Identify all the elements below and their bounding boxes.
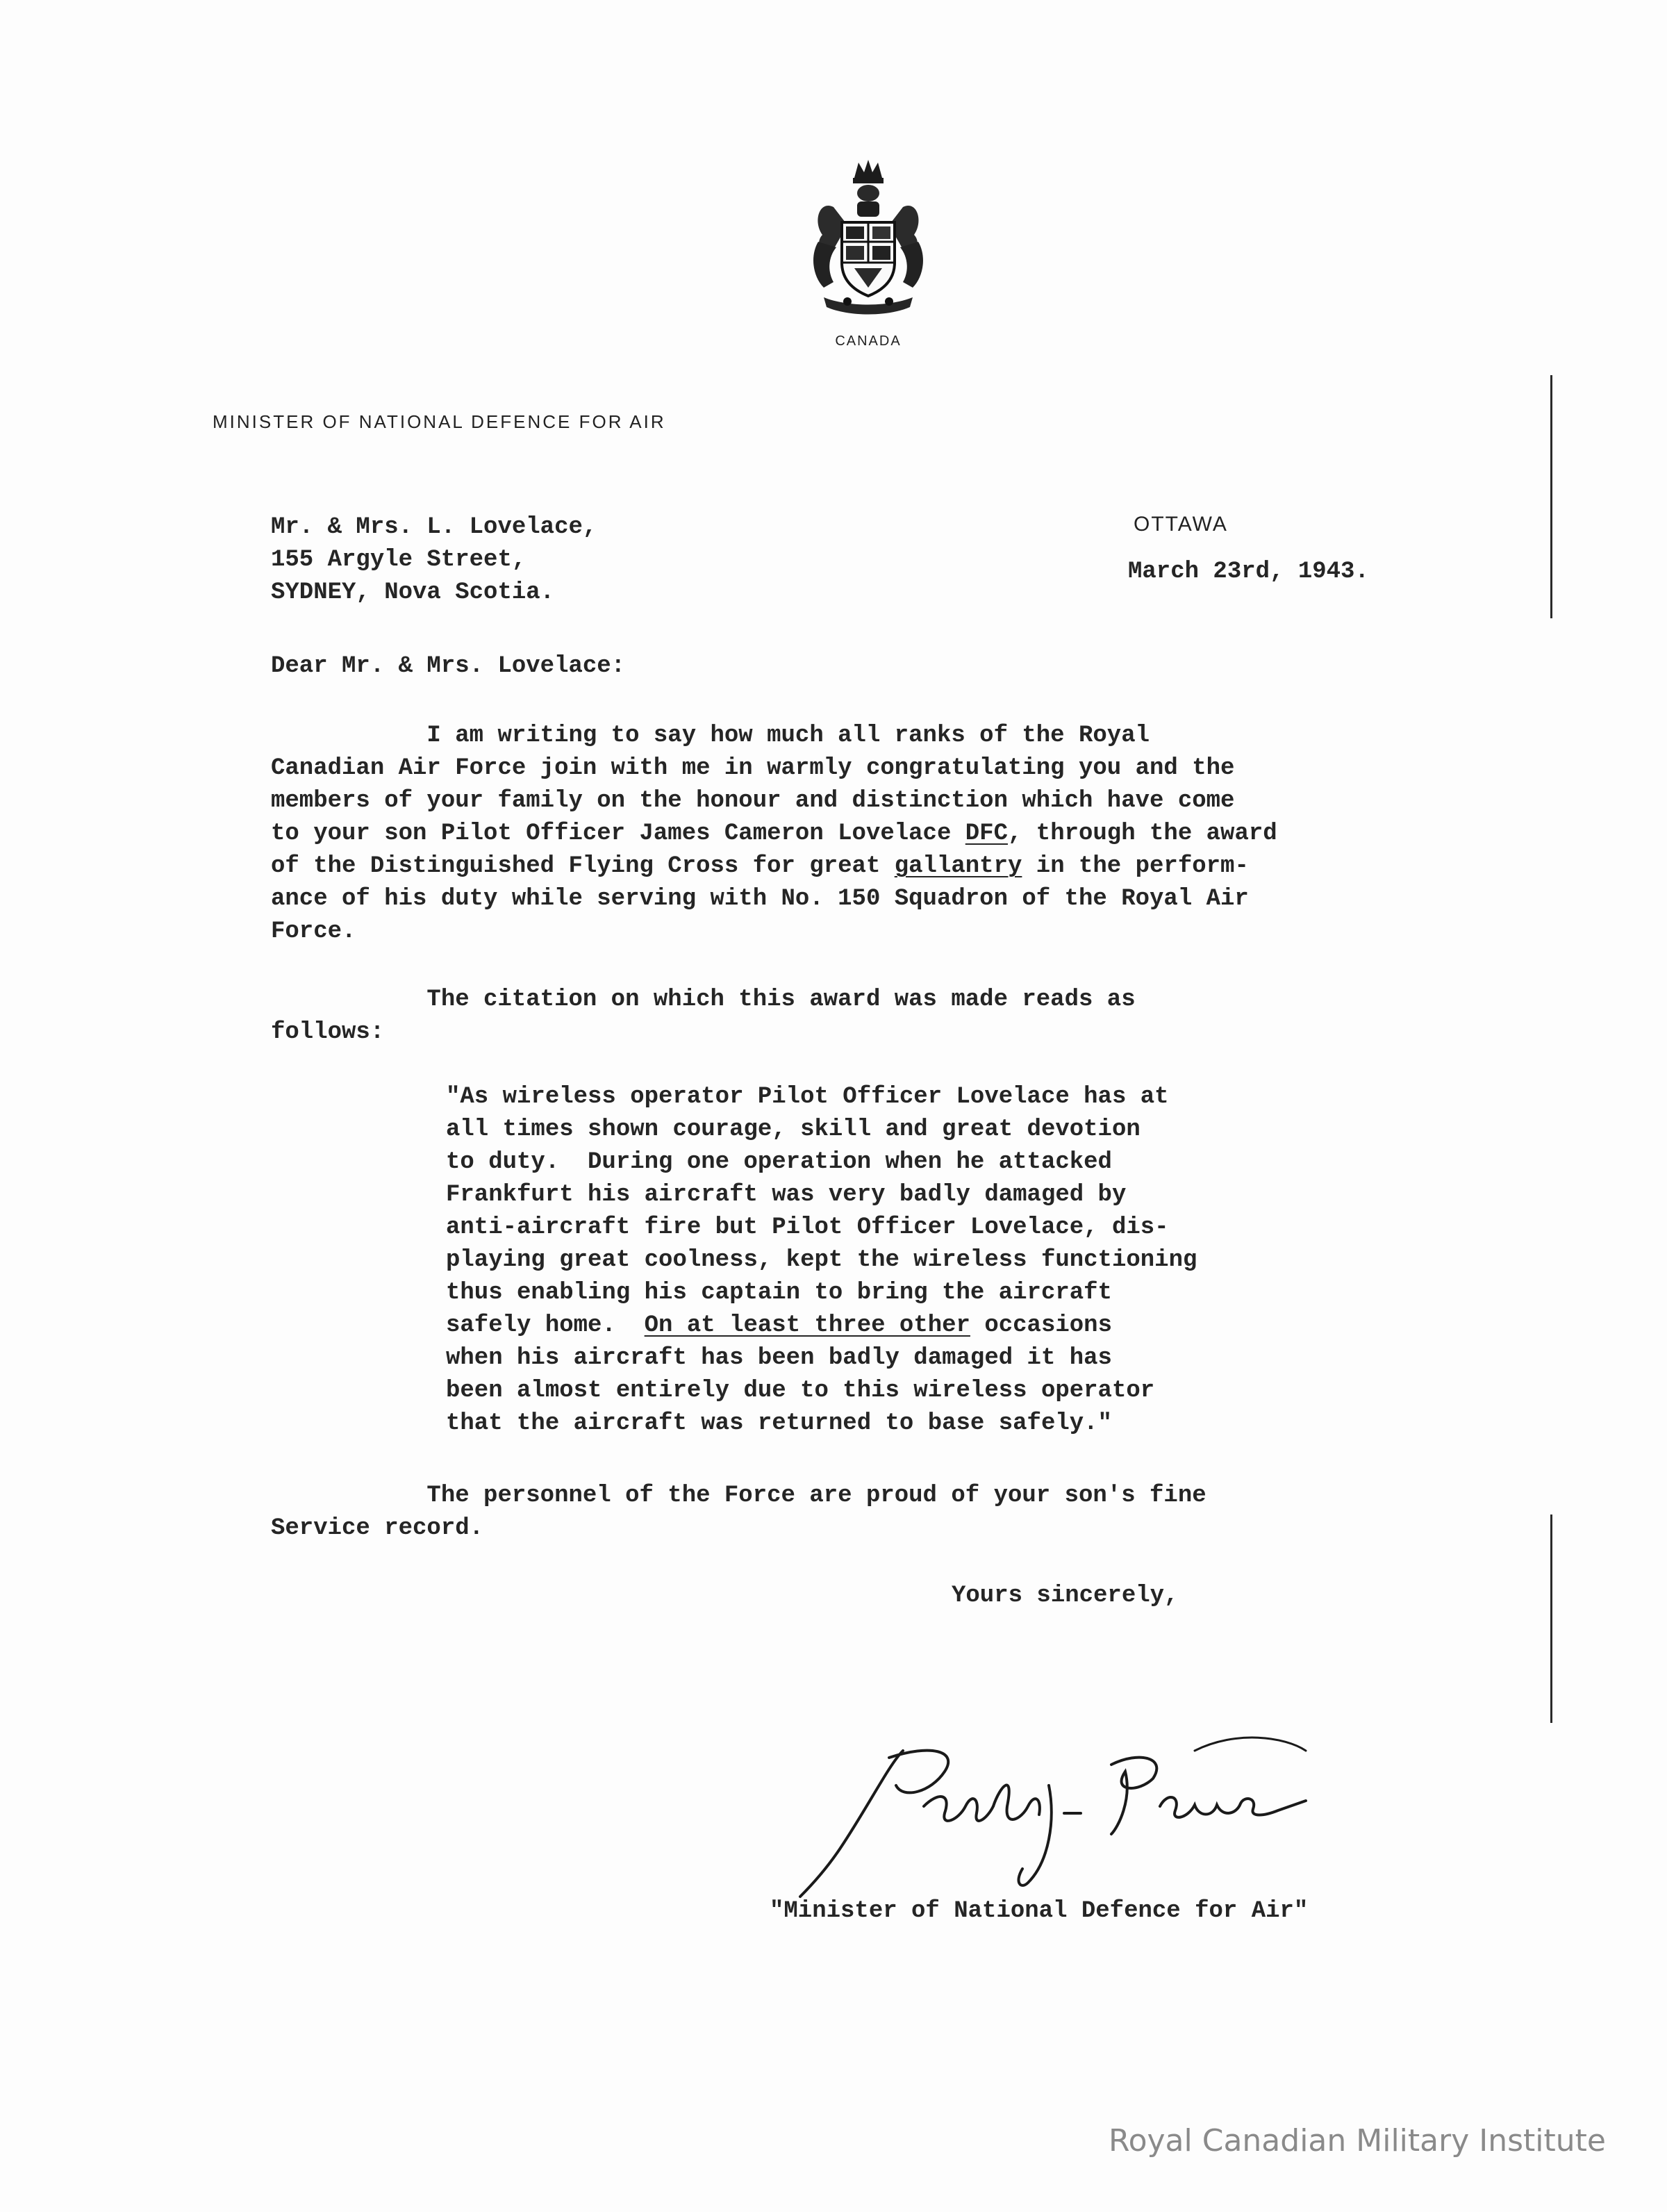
text-line: thus enabling his captain to bring the aircraft bbox=[446, 1280, 1112, 1306]
address-line: Mr. & Mrs. L. Lovelace, bbox=[271, 514, 597, 540]
letterhead-office-title: MINISTER OF NATIONAL DEFENCE FOR AIR bbox=[213, 411, 666, 432]
text-line: Canadian Air Force join with me in warmly congratulating you and the bbox=[271, 755, 1235, 782]
text-span: occasions bbox=[970, 1312, 1112, 1339]
text-line: all times shown courage, skill and great devotion bbox=[446, 1116, 1141, 1143]
address-line: SYDNEY, Nova Scotia. bbox=[271, 579, 555, 606]
text-line: "As wireless operator Pilot Officer Lovelace has at bbox=[446, 1084, 1169, 1110]
text-span: , through the award bbox=[1007, 820, 1277, 847]
text-line: Force. bbox=[271, 918, 356, 945]
text-line: that the aircraft was returned to base safely." bbox=[446, 1410, 1112, 1437]
text-line: ance of his duty while serving with No. 150 Squadron of the Royal Air bbox=[271, 886, 1249, 912]
archive-watermark: Royal Canadian Military Institute bbox=[1109, 2123, 1606, 2159]
text-line: The personnel of the Force are proud of your son's fine bbox=[271, 1483, 1206, 1509]
text-span: of the Distinguished Flying Cross for great bbox=[271, 853, 895, 880]
address-line: 155 Argyle Street, bbox=[271, 547, 526, 573]
coat-of-arms-icon bbox=[806, 158, 931, 320]
text-line: I am writing to say how much all ranks of the Royal bbox=[271, 723, 1150, 749]
text-line: follows: bbox=[271, 1019, 385, 1046]
text-line: to duty. During one operation when he attacked bbox=[446, 1149, 1112, 1175]
underlined-text: On at least three other bbox=[644, 1312, 970, 1339]
signatory-title: "Minister of National Defence for Air" bbox=[770, 1898, 1309, 1924]
text-line: members of your family on the honour and distinction which have come bbox=[271, 788, 1235, 814]
paragraph-service-record bbox=[271, 1480, 1206, 1545]
text-line bbox=[271, 818, 1277, 850]
citation-block bbox=[446, 1081, 1197, 1440]
text-line: Service record. bbox=[271, 1515, 484, 1542]
underlined-text: DFC bbox=[965, 820, 1008, 847]
salutation: Dear Mr. & Mrs. Lovelace: bbox=[271, 653, 626, 679]
handwritten-signature bbox=[750, 1723, 1320, 1917]
underlined-text: gallantry bbox=[894, 853, 1022, 880]
country-label: CANADA bbox=[835, 333, 902, 349]
text-span: safely home. bbox=[446, 1312, 645, 1339]
text-line: playing great coolness, kept the wireless functioning bbox=[446, 1247, 1197, 1273]
page-edge-line bbox=[1550, 1514, 1552, 1723]
text-line: Frankfurt his aircraft was very badly damaged by bbox=[446, 1182, 1127, 1208]
text-line bbox=[446, 1310, 1197, 1342]
closing: Yours sincerely, bbox=[952, 1583, 1179, 1609]
text-line: been almost entirely due to this wireless operator bbox=[446, 1378, 1155, 1404]
paragraph-citation-intro bbox=[271, 984, 1136, 1049]
text-span: to your son Pilot Officer James Cameron Lovelace bbox=[271, 820, 965, 847]
text-line bbox=[271, 850, 1277, 883]
page-edge-line bbox=[1550, 375, 1552, 618]
place-label: OTTAWA bbox=[1134, 513, 1228, 536]
recipient-address bbox=[271, 511, 597, 609]
text-line: The citation on which this award was made reads as bbox=[271, 987, 1136, 1013]
letter-date: March 23rd, 1943. bbox=[1128, 559, 1369, 585]
paragraph-congratulations bbox=[271, 720, 1277, 948]
text-span: in the perform- bbox=[1022, 853, 1249, 880]
text-line: when his aircraft has been badly damaged it has bbox=[446, 1345, 1112, 1371]
text-line: anti-aircraft fire but Pilot Officer Lovelace, dis- bbox=[446, 1214, 1169, 1241]
